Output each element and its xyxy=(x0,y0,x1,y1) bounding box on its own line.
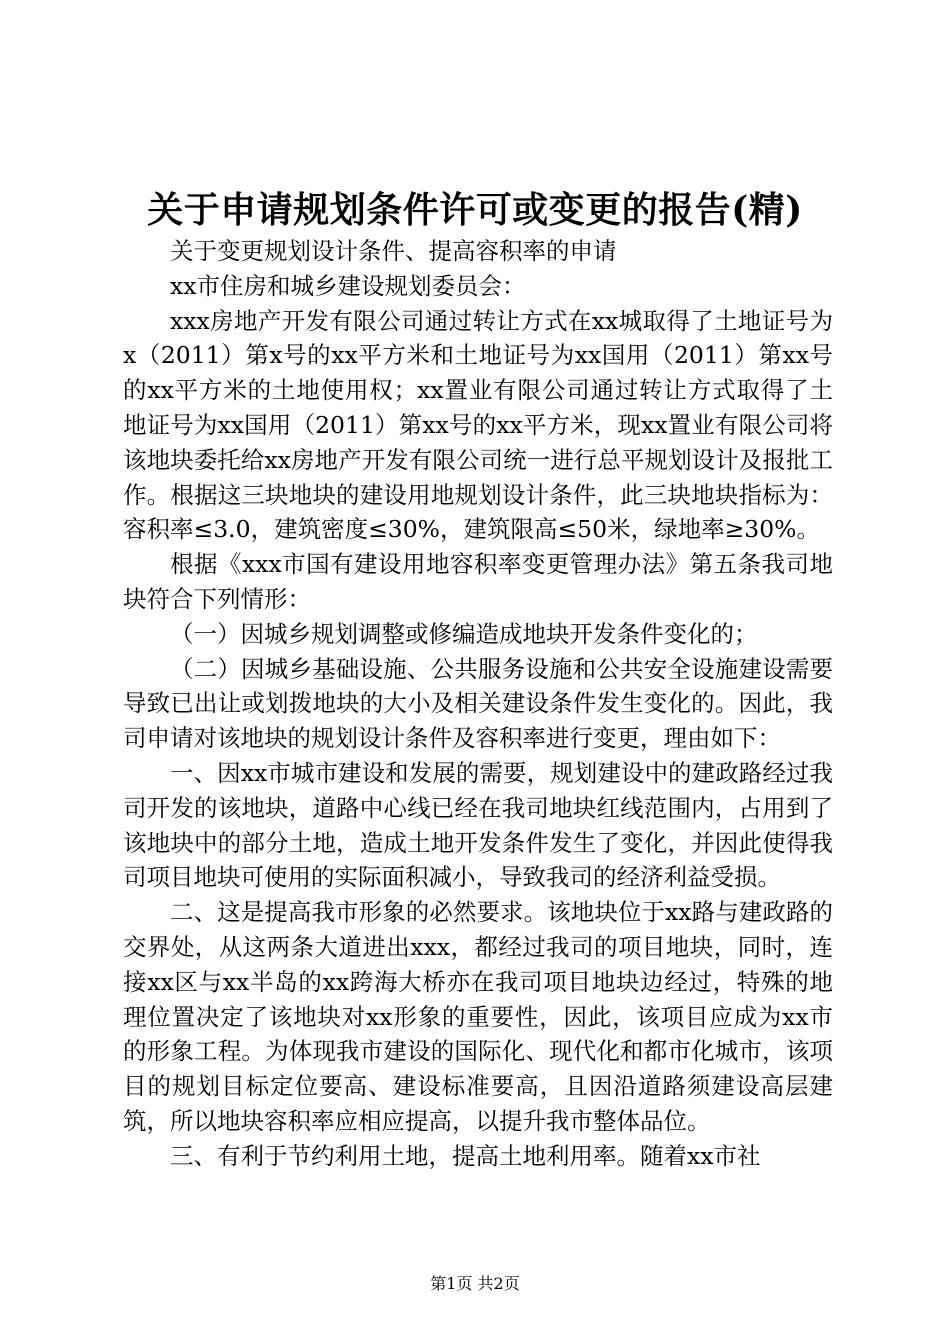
body-paragraph: xxx房地产开发有限公司通过转让方式在xx城取得了土地证号为x（2011）第x号的xx平方米和土地证号为xx国用（2011）第xx号的xx平方米的土地使用权；xx置业有限公司通过转让方式取得了土地证号为xx国用（2011）第xx号的xx平方米，现xx置业有限公司将该地块委托给xx房地产开发有限公司统一进行总平规划设计及报批工作。根据这三块地块的建设用地规划设计条件，此三块地块指标为：容积率≤3.0，建筑密度≤30%，建筑限高≤50米，绿地率≥30%。 xyxy=(123,306,833,544)
body-paragraph: 根据《xxx市国有建设用地容积率变更管理办法》第五条我司地块符合下列情形： xyxy=(123,550,833,613)
subject-line: 关于变更规划设计条件、提高容积率的申请 xyxy=(170,237,617,265)
document-body xyxy=(123,234,833,1174)
reason-paragraph: 二、这是提高我市形象的必然要求。该地块位于xx路与建政路的交界处，从这两条大道进出xxx，都经过我司的项目地块，同时，连接xx区与xx半岛的xx跨海大桥亦在我司项目地块边经过，特殊的地理位置决定了该地块对xx形象的重要性，因此，该项目应成为xx市的形象工程。为体现我市建设的国际化、现代化和都市化城市，该项目的规划目标定位要高、建设标准要高，且因沿道路须建设高层建筑，所以地块容积率应相应提高，以提升我市整体品位。 xyxy=(123,898,833,1135)
page-number-footer: 第1页 共2页 xyxy=(430,1274,520,1293)
document-title: 关于申请规划条件许可或变更的报告(精) xyxy=(147,189,803,231)
list-item: （二）因城乡基础设施、公共服务设施和公共安全设施建设需要导致已出让或划拨地块的大小及相关建设条件发生变化的。因此，我司申请对该地块的规划设计条件及容积率进行变更，理由如下： xyxy=(123,654,833,753)
reason-paragraph: 一、因xx市城市建设和发展的需要，规划建设中的建政路经过我司开发的该地块，道路中心线已经在我司地块红线范围内，占用到了该地块中的部分土地，造成土地开发条件发生了变化，并因此使得我司项目地块可使用的实际面积减小，导致我司的经济利益受损。 xyxy=(123,758,833,892)
list-item: （一）因城乡规划调整或修编造成地块开发条件变化的； xyxy=(170,619,758,648)
reason-paragraph: 三、有利于节约利用土地，提高土地利用率。随着xx市社 xyxy=(170,1141,761,1170)
addressee-line: xx市住房和城乡建设规划委员会： xyxy=(170,271,526,300)
